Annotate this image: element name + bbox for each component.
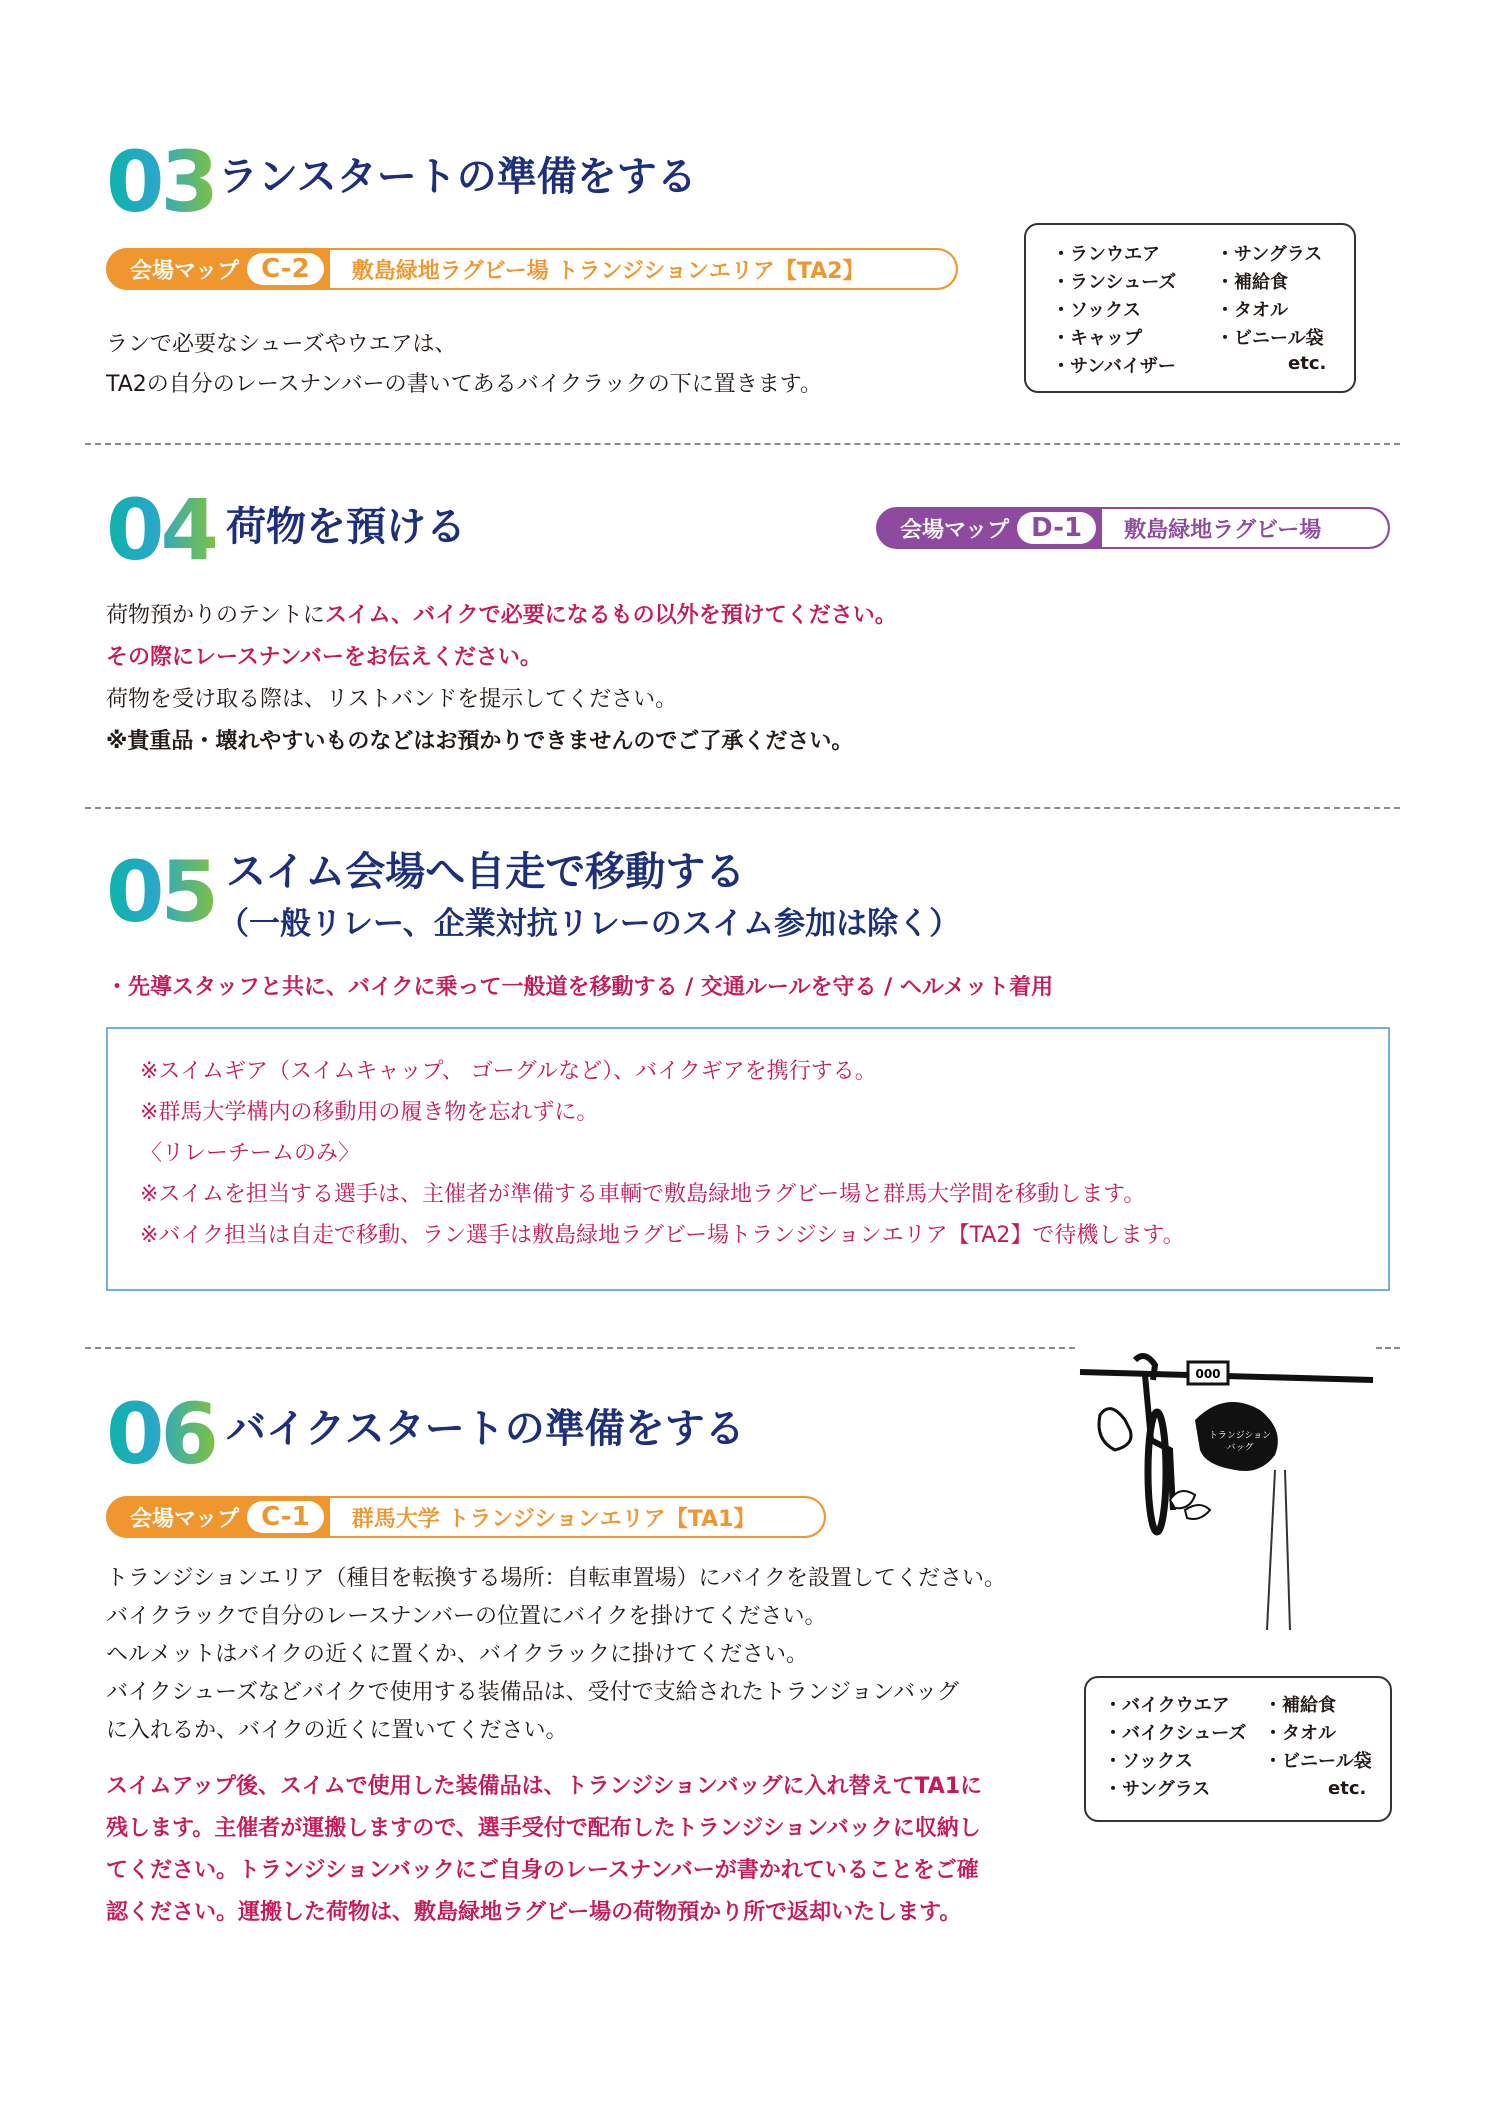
list-item: ・ランシューズ <box>1052 272 1177 293</box>
divider <box>85 1347 1075 1349</box>
section-06-number: 06 <box>106 1385 215 1483</box>
section-04-number: 04 <box>106 481 215 579</box>
map-code: D-1 <box>1017 512 1096 544</box>
body-line: に入れるか、バイクの近くに置いてください。 <box>106 1718 568 1743</box>
body-line <box>106 595 897 637</box>
divider <box>85 807 1400 809</box>
list-item: ・ランウエア <box>1052 244 1160 265</box>
items-column-1 <box>1104 1692 1246 1804</box>
map-badge-c1 <box>106 1496 826 1538</box>
section-03-number: 03 <box>106 133 215 231</box>
etc-label: etc. <box>1328 1778 1367 1799</box>
note-line: ※バイク担当は自走で移動、ラン選手は敷島緑地ラグビー場トランジションエリア【TA2】で待機します。 <box>140 1223 1185 1248</box>
etc-label: etc. <box>1288 353 1327 374</box>
list-item: ・バイクシューズ <box>1104 1723 1247 1744</box>
section-03-body <box>106 325 822 405</box>
divider <box>1376 1347 1400 1349</box>
list-item: ・タオル <box>1264 1723 1336 1744</box>
note-line: 〈リレーチームのみ〉 <box>140 1141 361 1166</box>
map-code: C-1 <box>247 1501 324 1533</box>
venue-name: 敷島緑地ラグビー場 <box>1102 509 1388 547</box>
list-item: ・ビニール袋 <box>1216 328 1324 349</box>
map-code: C-2 <box>247 253 324 285</box>
divider <box>85 443 1400 445</box>
section-05-bullet: ・先導スタッフと共に、バイクに乗って一般道を移動する / 交通ルールを守る / ヘルメット着用 <box>106 975 1054 1000</box>
section-04-body <box>106 595 897 763</box>
items-column-1 <box>1052 241 1176 381</box>
section-06-red-notice <box>106 1766 982 1934</box>
body-line: 残します。主催者が運搬しますので、選手受付で配布したトランジションバックに収納し <box>106 1816 981 1841</box>
list-item: ・バイクウエア <box>1104 1695 1230 1716</box>
venue-name: 敷島緑地ラグビー場 トランジションエリア【TA2】 <box>330 250 956 288</box>
map-label: 会場マップ <box>900 517 1010 543</box>
callout-line <box>1267 1470 1275 1630</box>
body-line: ヘルメットはバイクの近くに置くか、バイクラックに掛けてください。 <box>106 1642 809 1667</box>
section-03-title: ランスタートの準備をする <box>218 154 697 200</box>
note-line: ※群馬大学構内の移動用の履き物を忘れずに。 <box>140 1100 599 1125</box>
list-item: ・ビニール袋 <box>1264 1751 1372 1772</box>
helmet-icon <box>1099 1409 1131 1450</box>
section-04-title: 荷物を預ける <box>226 504 466 550</box>
body-line: TA2の自分のレースナンバーの書いてあるバイクラックの下に置きます。 <box>106 372 822 397</box>
items-column-2 <box>1216 241 1324 353</box>
text: 荷物預かりのテントに <box>106 603 325 628</box>
body-line: ※貴重品・壊れやすいものなどはお預かりできませんのでご了承ください。 <box>106 729 854 754</box>
body-line: バイクシューズなどバイクで使用する装備品は、受付で支給されたトランジョンバッグ <box>106 1680 960 1705</box>
bike-items-box <box>1084 1676 1392 1822</box>
body-line: ランで必要なシューズやウエアは、 <box>106 332 457 357</box>
bag-label-line1: トランジション <box>1208 1431 1272 1441</box>
section-05-title: スイム会場へ自走で移動する <box>226 849 746 895</box>
body-line: その際にレースナンバーをお伝えください。 <box>106 645 542 670</box>
notes-box <box>106 1027 1390 1291</box>
bag-label-line2: バッグ <box>1226 1443 1254 1453</box>
list-item: ・補給食 <box>1264 1695 1336 1716</box>
bike-rack-illustration <box>1075 1340 1375 1680</box>
items-column-2 <box>1264 1692 1372 1776</box>
list-item: ・サングラス <box>1216 244 1323 265</box>
body-line: 認ください。運搬した荷物は、敷島緑地ラグビー場の荷物預かり所で返却いたします。 <box>106 1900 962 1925</box>
note-line: ※スイムを担当する選手は、主催者が準備する車輌で敷島緑地ラグビー場と群馬大学間を移動します。 <box>140 1182 1146 1207</box>
note-line: ※スイムギア（スイムキャップ、 ゴーグルなど）、バイクギアを携行する。 <box>140 1059 877 1084</box>
rack-number: 000 <box>1195 1367 1221 1381</box>
section-05-number: 05 <box>106 843 215 941</box>
list-item: ・サングラス <box>1104 1779 1211 1800</box>
body-line: 荷物を受け取る際は、リストバンドを提示してください。 <box>106 687 678 712</box>
list-item: ・ソックス <box>1104 1751 1193 1772</box>
run-items-box <box>1024 223 1356 393</box>
map-badge-d1 <box>876 507 1390 549</box>
body-line: バイクラックで自分のレースナンバーの位置にバイクを掛けてください。 <box>106 1604 827 1629</box>
list-item: ・サンバイザー <box>1052 356 1176 377</box>
body-line: スイムアップ後、スイムで使用した装備品は、トランジションバッグに入れ替えてTA1に <box>106 1774 983 1799</box>
body-line: トランジションエリア（種目を転換する場所：自転車置場）にバイクを設置してください。 <box>106 1566 1007 1591</box>
map-badge-c2 <box>106 248 958 290</box>
list-item: ・補給食 <box>1216 272 1288 293</box>
shoes-icon <box>1170 1491 1210 1519</box>
section-06-body <box>106 1560 1006 1750</box>
list-item: ・ソックス <box>1052 300 1141 321</box>
map-label: 会場マップ <box>130 258 240 284</box>
list-item: ・タオル <box>1216 300 1288 321</box>
section-05-subtitle: （一般リレー、企業対抗リレーのスイム参加は除く） <box>218 906 961 942</box>
venue-name: 群馬大学 トランジションエリア【TA1】 <box>330 1498 824 1536</box>
list-item: ・キャップ <box>1052 328 1142 349</box>
highlight-text: スイム、バイクで必要になるもの以外を預けてください。 <box>324 603 897 628</box>
map-label: 会場マップ <box>130 1506 240 1532</box>
body-line: てください。トランジションバックにご自身のレースナンバーが書かれていることをご確 <box>106 1858 979 1883</box>
section-06-title: バイクスタートの準備をする <box>226 1406 745 1452</box>
callout-line <box>1285 1470 1290 1630</box>
